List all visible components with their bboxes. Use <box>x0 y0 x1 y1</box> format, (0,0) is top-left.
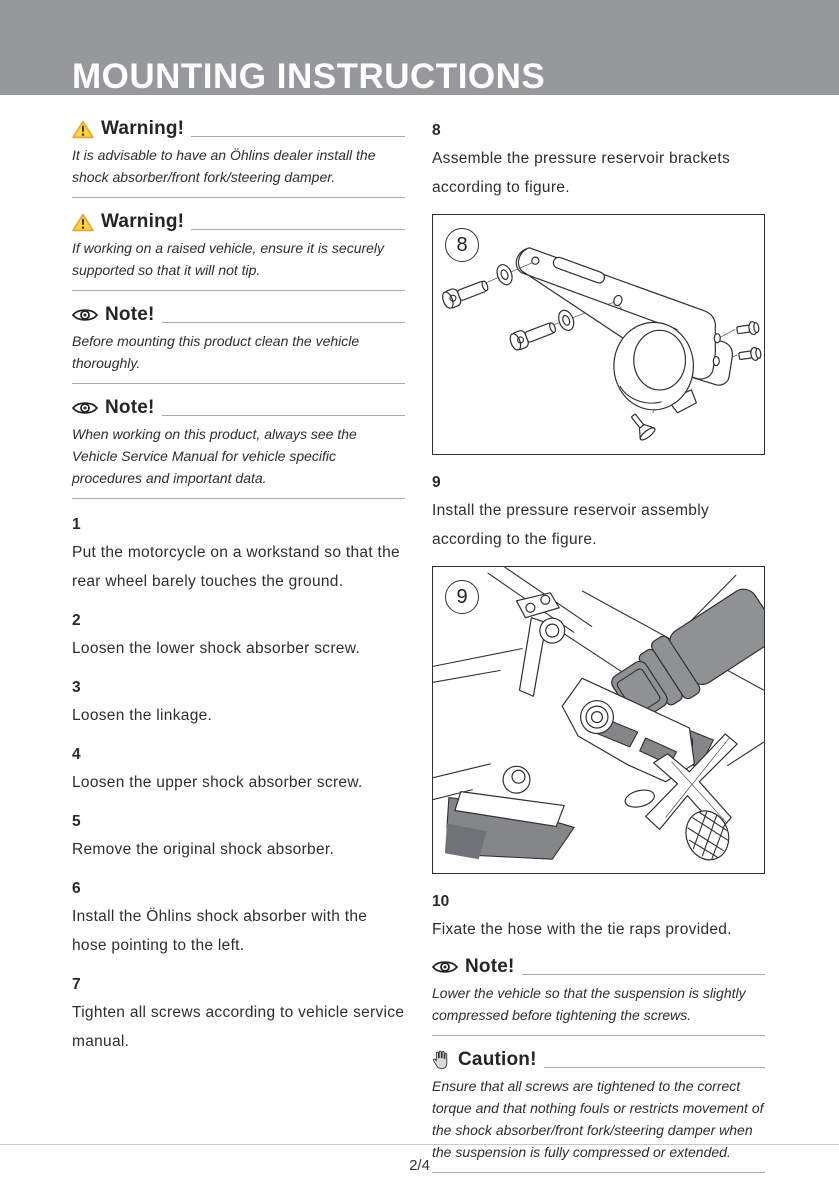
step-text: Tighten all screws according to vehicle service manual. <box>72 1004 405 1050</box>
warning-heading: Warning! <box>101 118 185 139</box>
step-text: Install the Öhlins shock absorber with the hose pointing to the left. <box>72 908 368 954</box>
caution-heading-row <box>432 1049 765 1071</box>
note-heading-row <box>72 397 405 419</box>
warning-heading-row <box>72 118 405 140</box>
step-text: Loosen the lower shock absorber screw. <box>72 640 360 657</box>
figure-8-illustration <box>433 215 764 455</box>
warning-text: It is advisable to have an Öhlins dealer install the shock absorber/front fork/steering damper. <box>72 147 376 185</box>
eye-icon <box>72 400 98 416</box>
raised-hand-icon <box>432 1050 451 1071</box>
note-heading-row <box>72 304 405 326</box>
page-number: 2/4 <box>409 1157 430 1174</box>
page-footer <box>0 1144 839 1174</box>
step-2 <box>72 608 405 663</box>
note-text: Lower the vehicle so that the suspension is slightly compressed before tightening the screws. <box>432 985 746 1023</box>
note-block <box>72 304 405 384</box>
page-header <box>0 0 839 95</box>
note-heading: Note! <box>105 397 155 418</box>
warning-heading-row <box>72 211 405 233</box>
step-text: Install the pressure reservoir assembly according to the figure. <box>432 502 710 548</box>
step-number: 6 <box>72 880 81 897</box>
step-text: Put the motorcycle on a workstand so that the rear wheel barely touches the ground. <box>72 544 400 590</box>
step-text: Loosen the upper shock absorber screw. <box>72 774 363 791</box>
warning-triangle-icon <box>72 213 94 232</box>
note-text: Before mounting this product clean the vehicle thoroughly. <box>72 333 360 371</box>
figure-9-illustration <box>433 567 764 873</box>
step-4 <box>72 742 405 797</box>
right-column <box>432 118 765 1186</box>
left-column <box>72 118 405 1186</box>
step-8 <box>432 118 765 202</box>
step-number: 9 <box>432 474 441 491</box>
page-title: MOUNTING INSTRUCTIONS <box>72 57 546 96</box>
figure-8-label: 8 <box>445 228 479 262</box>
caution-text: Ensure that all screws are tightened to the correct torque and that nothing fouls or restricts movement of the shock absorber/front fork/steering damper when the suspension is fully compressed or extended. <box>432 1078 764 1160</box>
caution-heading: Caution! <box>458 1049 537 1070</box>
step-number: 10 <box>432 893 450 910</box>
step-number: 2 <box>72 612 81 629</box>
warning-block <box>72 118 405 198</box>
warning-block <box>72 211 405 291</box>
step-number: 1 <box>72 516 81 533</box>
note-block <box>432 956 765 1036</box>
step-6 <box>72 876 405 960</box>
step-text: Loosen the linkage. <box>72 707 213 724</box>
figure-8 <box>432 214 765 455</box>
eye-icon <box>432 959 458 975</box>
content <box>0 95 839 1186</box>
note-heading: Note! <box>465 956 515 977</box>
step-text: Fixate the hose with the tie raps provided. <box>432 921 732 938</box>
step-number: 8 <box>432 122 441 139</box>
step-9 <box>432 470 765 554</box>
step-10 <box>432 889 765 944</box>
step-text: Assemble the pressure reservoir brackets according to figure. <box>432 150 731 196</box>
note-block <box>72 397 405 499</box>
warning-triangle-icon <box>72 120 94 139</box>
step-text: Remove the original shock absorber. <box>72 841 335 858</box>
warning-heading: Warning! <box>101 211 185 232</box>
step-1 <box>72 512 405 596</box>
step-number: 5 <box>72 813 81 830</box>
warning-text: If working on a raised vehicle, ensure it is securely supported so that it will not tip. <box>72 240 385 278</box>
figure-9 <box>432 566 765 874</box>
step-number: 7 <box>72 976 81 993</box>
figure-9-label: 9 <box>445 580 479 614</box>
note-heading-row <box>432 956 765 978</box>
note-text: When working on this product, always see the Vehicle Service Manual for vehicle specific procedures and important data. <box>72 426 357 486</box>
step-3 <box>72 675 405 730</box>
note-heading: Note! <box>105 304 155 325</box>
eye-icon <box>72 307 98 323</box>
step-5 <box>72 809 405 864</box>
step-7 <box>72 972 405 1056</box>
step-number: 3 <box>72 679 81 696</box>
step-number: 4 <box>72 746 81 763</box>
